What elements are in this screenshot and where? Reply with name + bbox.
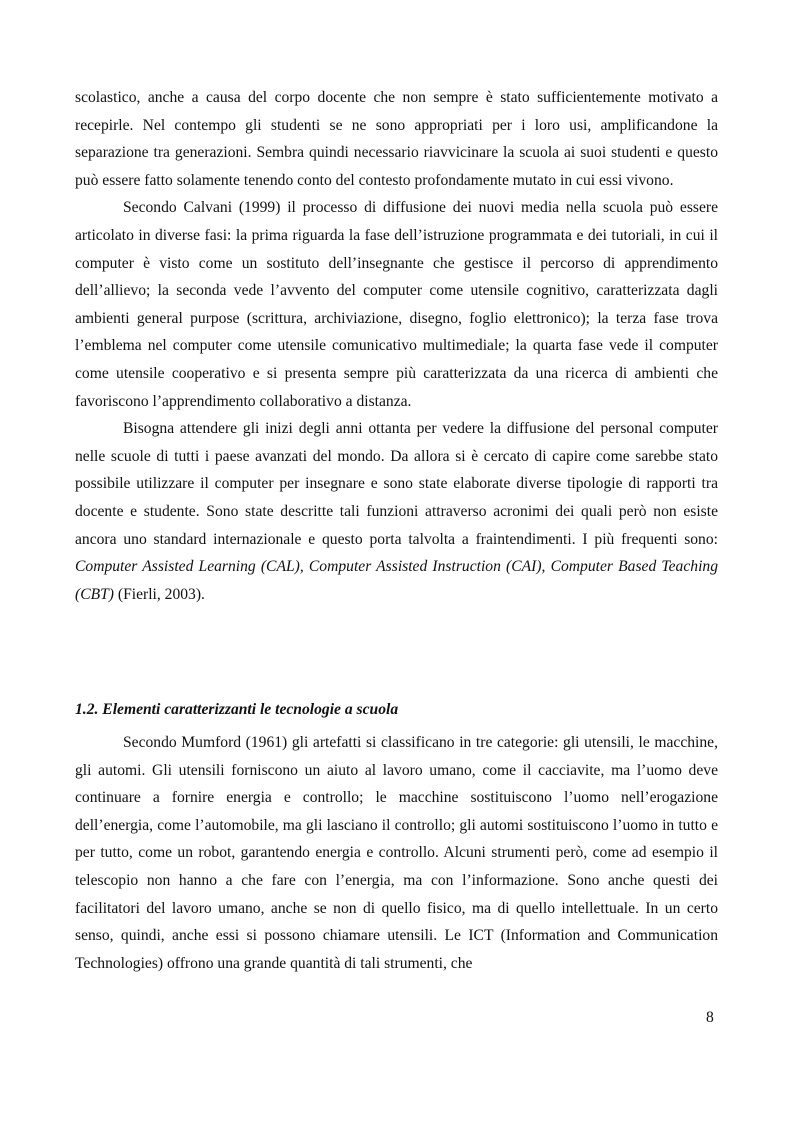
section-body xyxy=(75,729,718,977)
paragraph-calvani: Secondo Calvani (1999) il processo di diffusione dei nuovi media nella scuola può essere articolato in diverse fasi: la prima riguarda la fase dell’istruzione programmata e dei tutoriali, in cui il computer è visto come un sostituto dell’insegnante che gestisce il percorso di apprendimento dell’allievo; la seconda vede l’avvento del computer come utensile cognitivo, caratterizzata dagli ambienti general purpose (scrittura, archiviazione, disegno, foglio elettronico); la terza fase trova l’emblema nel computer come utensile comunicativo multimediale; la quarta fase vede il computer come utensile cooperativo e si presenta sempre più caratterizzata da una ricerca di ambienti che favoriscono l’apprendimento collaborativo a distanza. xyxy=(75,199,718,410)
paragraph-text: Bisogna attendere gli inizi degli anni ottanta per vedere la diffusione del personal computer nelle scuole di tutti i paese avanzati del mondo. Da allora si è cercato di capire come sarebbe stato possibile utilizzare il computer per insegnare e sono state elaborate diverse tipologie di rapporti tra docente e studente. Sono state descritte tali funzioni attraverso acronimi dei quali però non esiste ancora uno standard internazionale e questo porta talvolta a fraintendimenti. I più frequenti sono: xyxy=(75,420,718,548)
acronyms-italic: Computer Assisted Learning (CAL), Computer Assisted Instruction (CAI), Computer Based Teaching (CBT) xyxy=(75,558,718,603)
paragraph-personal-computer xyxy=(75,415,718,608)
citation-text: (Fierli, 2003). xyxy=(113,585,205,603)
document-page xyxy=(75,84,718,972)
paragraph-continuation: scolastico, anche a causa del corpo docente che non sempre è stato sufficientemente motivato a recepirle. Nel contempo gli studenti se ne sono appropriati per i loro usi, amplificandone la separazione tra generazioni. Sembra quindi necessario riavvicinare la scuola ai suoi studenti e questo può essere fatto solamente tenendo conto del contesto profondamente mutato in cui essi vivono. xyxy=(75,89,718,189)
paragraph-mumford: Secondo Mumford (1961) gli artefatti si classificano in tre categorie: gli utensili, le macchine, gli automi. Gli utensili forniscono un aiuto al lavoro umano, come il cacciavite, ma l’uomo deve continuare a fornire energia e controllo; le macchine sostituiscono l’uomo nell’erogazione dell’energia, come l’automobile, ma gli lasciano il controllo; gli automi sostituiscono l’uomo in tutto e per tutto, come un robot, garantendo energia e controllo. Alcuni strumenti però, come ad esempio il telescopio non hanno a che fare con l’energia, ma con l’informazione. Sono anche questi dei facilitatori del lavoro umano, anche se non di quello fisico, ma di quello intellettuale. In un certo senso, quindi, anche essi si possono chiamare utensili. Le ICT (Information and Communication Technologies) offrono una grande quantità di tali strumenti, che xyxy=(75,734,718,972)
page-number: 8 xyxy=(706,1009,714,1026)
section-heading: 1.2. Elementi caratterizzanti le tecnologie a scuola xyxy=(75,701,399,718)
